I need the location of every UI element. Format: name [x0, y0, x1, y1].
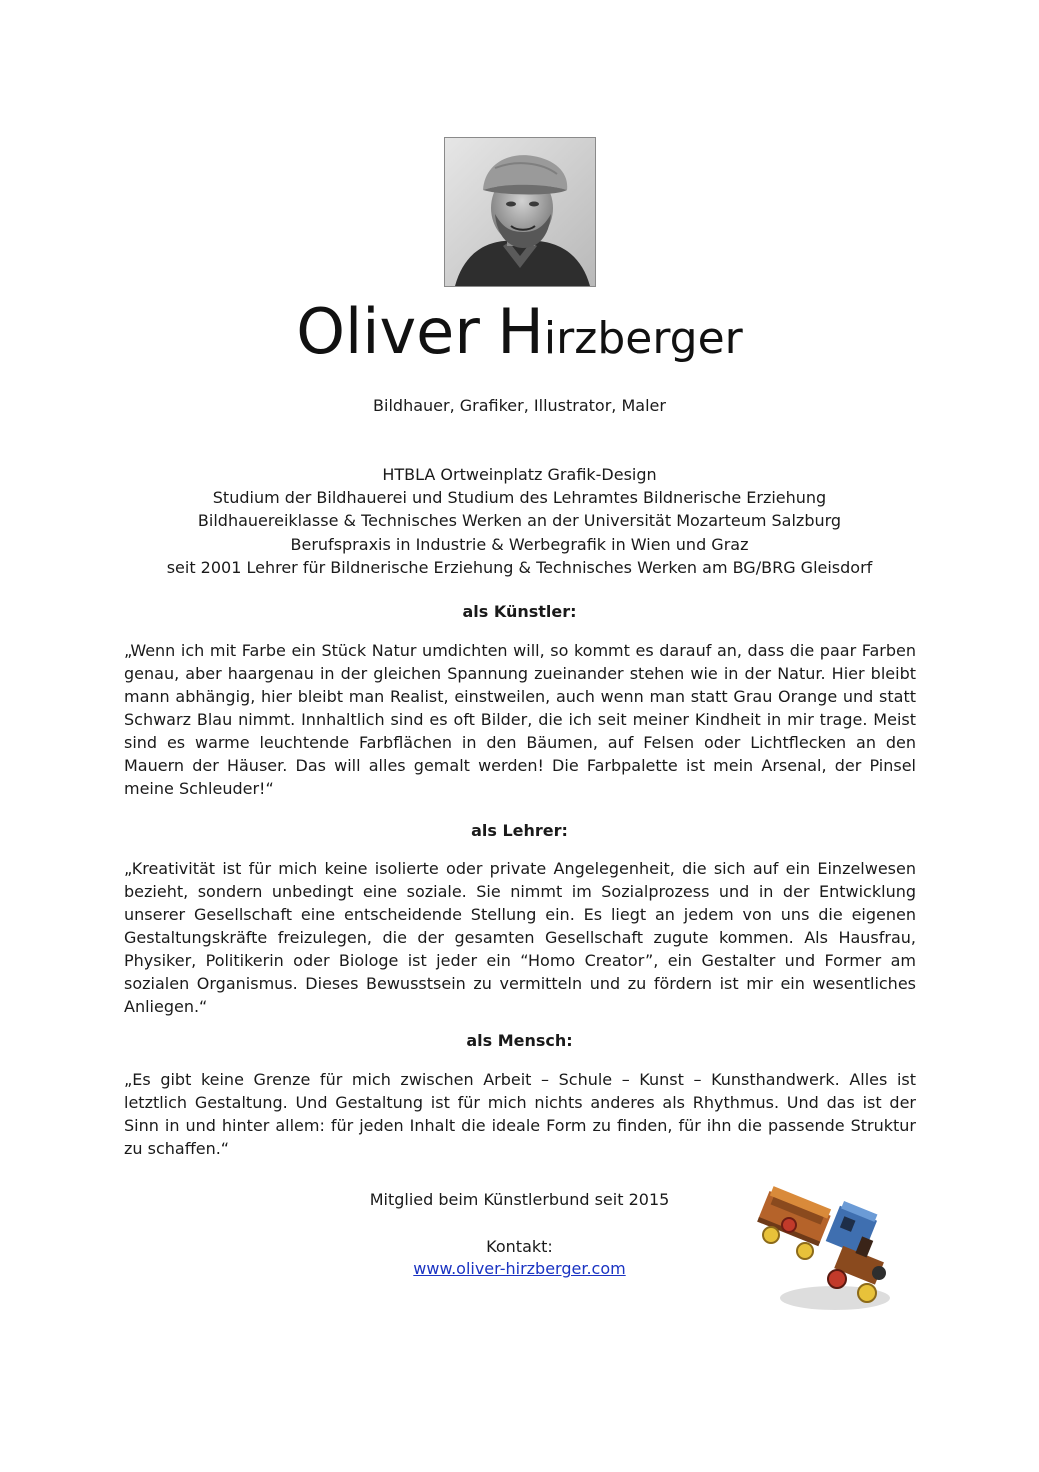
section-text-human: „Es gibt keine Grenze für mich zwischen Arbeit – Schule – Kunst – Kunsthandwerk. Alles ist letztlich Gestaltung. Und Gestaltung ist für mich nichts anderes als Rhythmus. Und das ist der Sinn in und hinter allem: für jeden Inhalt die ideale Form zu finden, für ihn die passende Struktur zu schaffen.“	[124, 1070, 916, 1158]
qualification-item: HTBLA Ortweinplatz Grafik-Design	[382, 465, 657, 484]
roles-subtitle: Bildhauer, Grafiker, Illustrator, Maler	[373, 396, 666, 415]
section-heading-artist: als Künstler:	[462, 602, 577, 621]
section-heading-human: als Mensch:	[466, 1031, 573, 1050]
membership-note: Mitglied beim Künstlerbund seit 2015	[369, 1190, 670, 1209]
name-first: Oliver	[296, 295, 480, 368]
name-last-rest: irzberger	[543, 313, 743, 364]
qualification-item: Berufspraxis in Industrie & Werbegrafik in Wien und Graz	[290, 534, 749, 554]
portrait-photo	[444, 137, 596, 287]
section-heading-teacher: als Lehrer:	[471, 821, 568, 840]
name-last-initial: H	[497, 295, 544, 368]
qualification-item: Studium der Bildhauerei und Studium des Lehramtes Bildnerische Erziehung	[212, 488, 827, 508]
qualifications-list	[0, 463, 1039, 579]
website-link[interactable]: www.oliver-hirzberger.com	[413, 1259, 626, 1278]
section-text-teacher: „Kreativität ist für mich keine isolierte oder private Angelegenheit, die sich auf ein Einzelwesen bezieht, sondern unbedingt eine soziale. Sie nimmt im Sozialprozess und in der Entwicklung unserer Gesellschaft eine entscheidende Stellung ein. Es liegt an jedem von uns die eigenen Gestaltungskräfte freizulegen, die der gesamten Gesellschaft zugute kommen. Als Hausfrau, Physiker, Politikerin oder Biologe ist jeder ein “Homo Creator”, ein Gestalter und Former am sozialen Organismus. Dieses Bewusstsein zu vermitteln und zu fördern ist mir ein wesentliches Anliegen.“	[124, 859, 916, 1016]
section-text-artist: „Wenn ich mit Farbe ein Stück Natur umdichten will, so kommt es darauf an, dass die paar Farben genau, aber haargenau in der gleichen Spannung zueinander stehen wie in der Natur. Hier bleibt mann abhängig, hier bleibt man Realist, einstweilen, auch wenn man statt Grau Orange und statt Schwarz Blau nimmt. Innhaltlich sind es oft Bilder, die ich seit meiner Kindheit in mir trage. Meist sind es warme leuchtende Farbflächen in den Bäumen, auf Felsen oder Lichtflecken an den Mauern der Häuser. Das will alles gemalt werden! Die Farbpalette ist mein Arsenal, der Pinsel meine Schleuder!“	[124, 641, 916, 798]
contact-label: Kontakt:	[486, 1237, 553, 1256]
qualification-item: Bildhauereiklasse & Technisches Werken an der Universität Mozarteum Salzburg	[197, 511, 842, 531]
qualification-item: seit 2001 Lehrer für Bildnerische Erziehung & Technisches Werken am BG/BRG Gleisdorf	[166, 557, 873, 577]
page-title	[0, 297, 1039, 374]
wooden-toy-train-image	[745, 1183, 895, 1318]
